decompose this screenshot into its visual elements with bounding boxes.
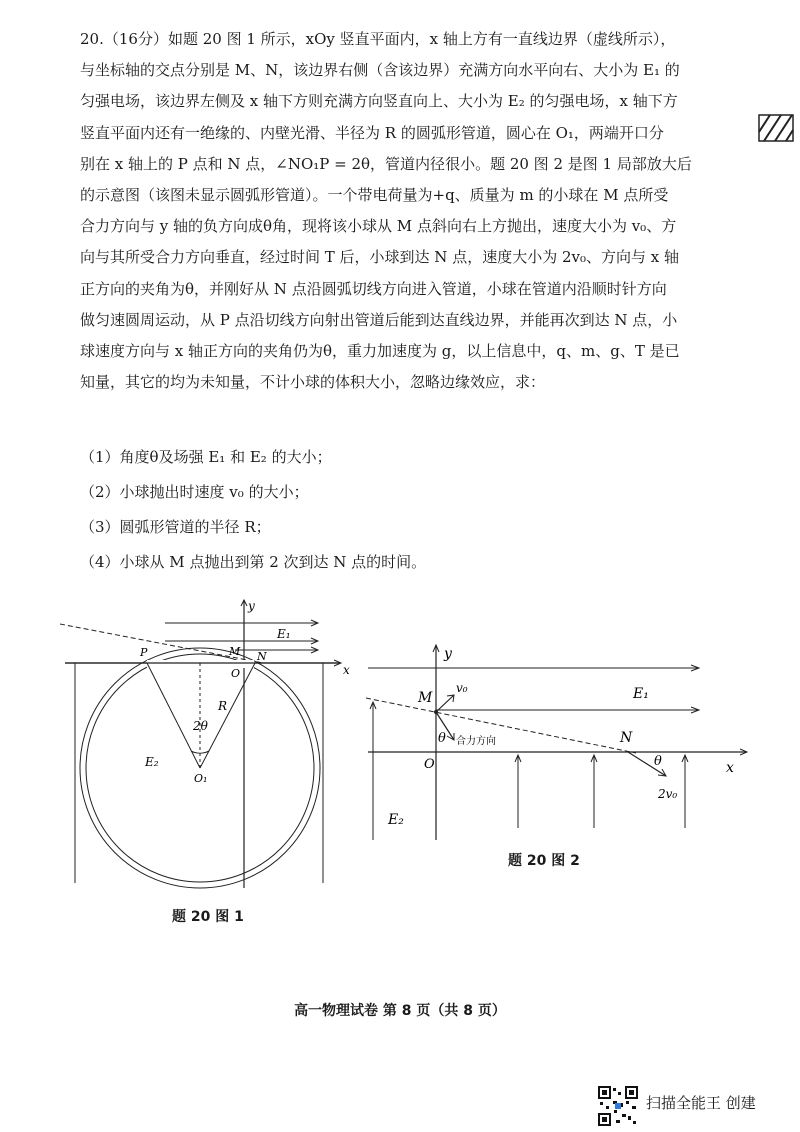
fig2-E1-label: E₁: [633, 686, 649, 702]
fig2-M-label: M: [418, 690, 433, 706]
fig2-N-label: N: [620, 730, 633, 746]
fig2-force-label: 合力方向: [456, 736, 496, 747]
problem-statement: [80, 24, 700, 398]
figure-2-diagram: [358, 640, 758, 850]
fig2-v0-label: v₀: [456, 681, 468, 695]
problem-line: 的示意图（该图未显示圆弧形管道）。一个带电荷量为+q、质量为 m 的小球在 M 点所受: [80, 186, 669, 205]
question-list: [80, 440, 700, 580]
fig1-E1-label: E₁: [277, 627, 291, 641]
fig1-O1-label: O₁: [194, 772, 208, 785]
question-item: （3）圆弧形管道的半径 R；: [80, 518, 271, 536]
problem-line: 正方向的夹角为θ，并刚好从 N 点沿圆弧切线方向进入管道，小球在管道内沿顺时针方向: [80, 279, 667, 298]
fig1-R-label: R: [218, 699, 228, 713]
problem-line: 球速度方向与 x 轴正方向的夹角仍为θ，重力加速度为 g，以上信息中，q、m、g、T 是已: [80, 342, 680, 361]
figure-2-caption: 题 20 图 2: [508, 853, 580, 869]
fig2-x-label: x: [726, 760, 734, 776]
scanner-watermark: 扫描全能王 创建: [646, 1094, 756, 1112]
hatch-mark-icon: [758, 114, 794, 142]
fig2-O-label: O: [424, 757, 435, 772]
problem-line: 与坐标轴的交点分别是 M、N，该边界右侧（含该边界）充满方向水平向右、大小为 E₁ 的: [80, 61, 680, 80]
fig1-O-label: O: [231, 667, 241, 680]
problem-line: 匀强电场，该边界左侧及 x 轴下方则充满方向竖直向上、大小为 E₂ 的匀强电场，x 轴下方: [80, 92, 678, 111]
question-item: （1）角度θ及场强 E₁ 和 E₂ 的大小；: [80, 448, 332, 466]
fig1-M-label: M: [229, 645, 241, 658]
fig1-E2-label: E₂: [145, 755, 159, 769]
fig1-angle-label: 2θ: [193, 719, 208, 733]
problem-line: 合力方向与 y 轴的负方向成θ角，现将该小球从 M 点斜向右上方抛出，速度大小为 v₀、方: [80, 217, 677, 236]
fig1-y-label: y: [248, 599, 255, 613]
fig2-E2-label: E₂: [388, 812, 404, 828]
problem-line: 20.（16分）如题 20 图 1 所示，xOy 竖直平面内，x 轴上方有一直线边界（虚线所示），: [80, 30, 676, 48]
fig1-P-label: P: [140, 646, 148, 659]
fig2-v2-label: 2v₀: [658, 787, 678, 801]
fig2-theta2-label: θ: [654, 754, 662, 769]
figure-1-caption: 题 20 图 1: [172, 909, 244, 925]
fig2-theta1-label: θ: [438, 731, 446, 746]
problem-line: 竖直平面内还有一绝缘的、内壁光滑、半径为 R 的圆弧形管道，圆心在 O₁，两端开口分: [80, 123, 664, 142]
problem-line: 做匀速圆周运动，从 P 点沿切线方向射出管道后能到达直线边界，并能再次到达 N 点，小: [80, 310, 678, 329]
figure-1-diagram: [55, 598, 355, 898]
problem-line: 知量，其它的均为未知量，不计小球的体积大小，忽略边缘效应，求：: [80, 373, 546, 392]
page-footer: 高一物理试卷 第 8 页（共 8 页）: [294, 1003, 506, 1019]
fig1-N-label: N: [257, 650, 267, 663]
qr-code-icon: [598, 1086, 638, 1126]
fig1-x-label: x: [343, 663, 350, 677]
fig2-y-label: y: [444, 646, 452, 662]
question-item: （2）小球抛出时速度 v₀ 的大小；: [80, 483, 309, 501]
problem-line: 别在 x 轴上的 P 点和 N 点，∠NO₁P = 2θ，管道内径很小。题 20 图 2 是图 1 局部放大后: [80, 154, 692, 173]
problem-line: 向与其所受合力方向垂直，经过时间 T 后，小球到达 N 点，速度大小为 2v₀、方向与 x 轴: [80, 248, 680, 267]
question-item: （4）小球从 M 点抛出到第 2 次到达 N 点的时间。: [80, 553, 427, 571]
